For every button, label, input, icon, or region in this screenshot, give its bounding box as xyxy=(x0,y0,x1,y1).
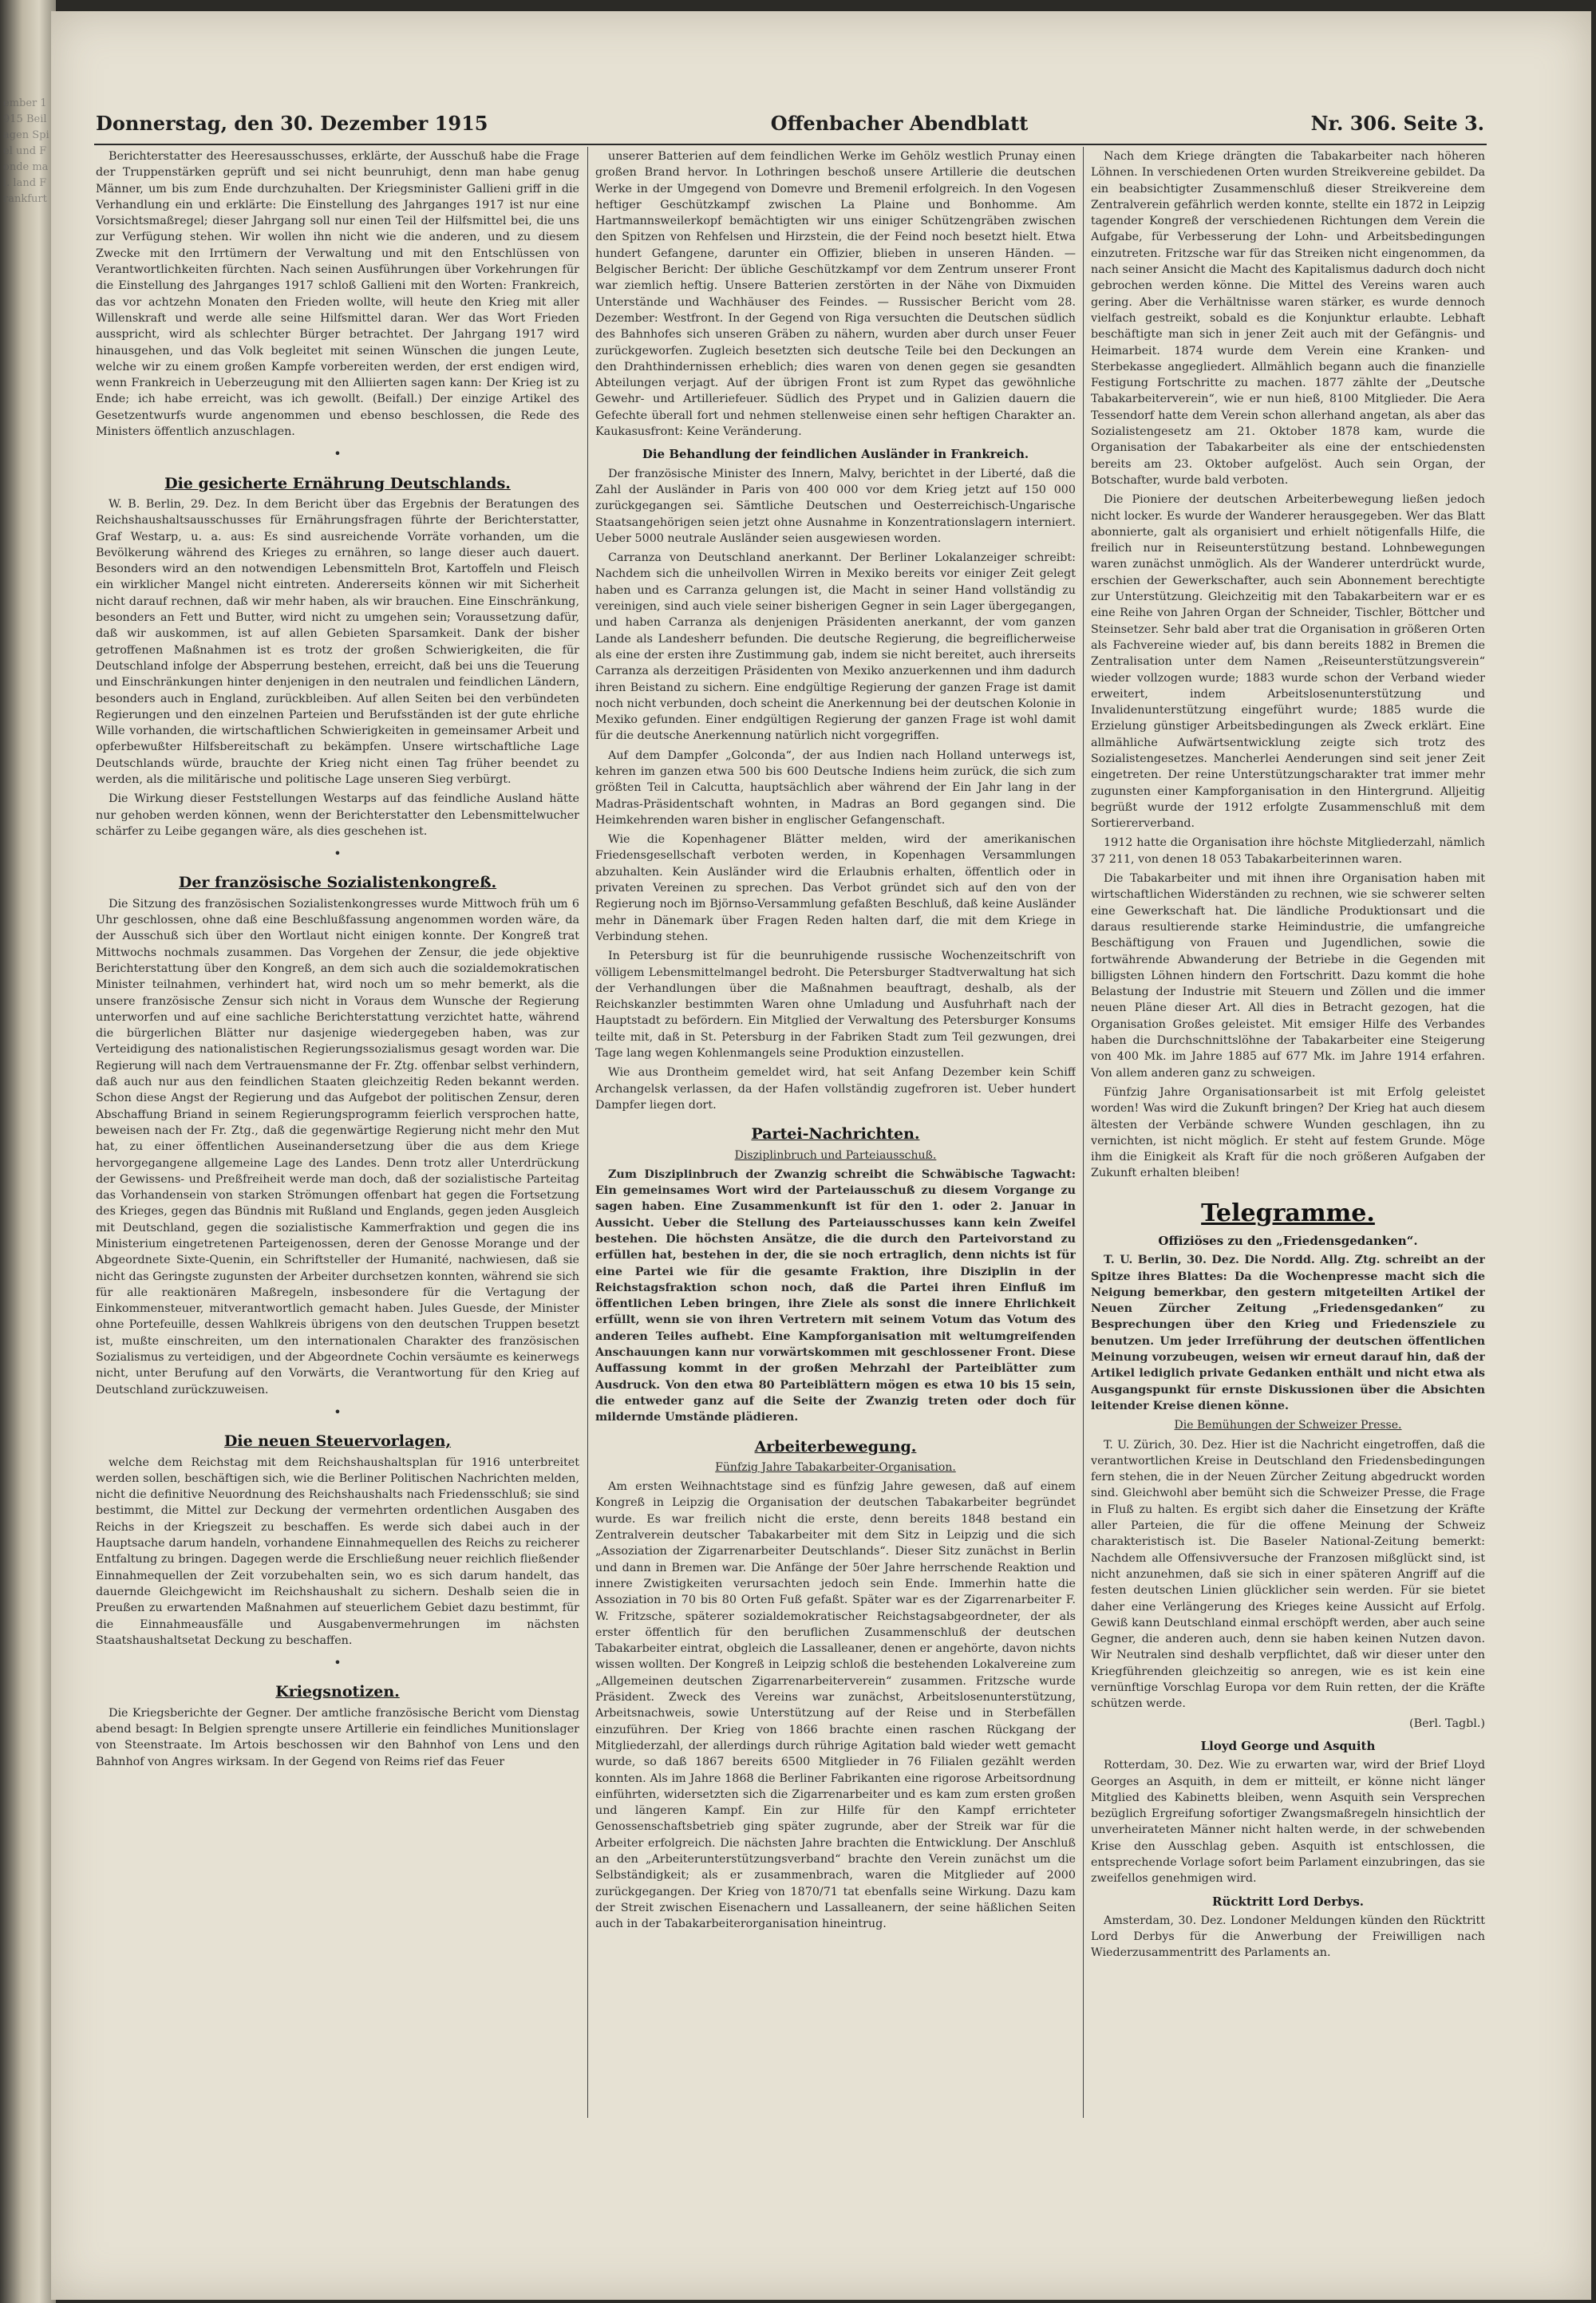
article-paragraph: In Petersburg ist für die beunruhigende russische Wochenzeitschrift von völligem Lebensmittelmangel bedroht. Die Petersburger Stadtverwaltung hat sich der Verhandlungen über die Maßnahmen beauftragt, deshalb, als der Reichskanzler bestimmten Waren ohne Umladung und Ausfuhrhaft nach der Hauptstadt zu befördern. Ein Mitglied der Verwaltung des Petersburger Konsums teilte mit, daß in St. Petersburg in der Fabriken Stadt zum Teil gezwungen, drei Tage lang wegen Kohlenmangels seine Produktion einzustellen. xyxy=(595,950,1076,1061)
article-paragraph: Die Sitzung des französischen Sozialistenkongresses wurde Mittwoch früh um 6 Uhr geschlossen, ohne daß eine Beschlußfassung angenommen worden wäre, da der Ausschuß sich über den Wortlaut nicht einigen konnte. Der Kongreß trat Mittwochs nochmals zusammen. Das Vorgehen der Zensur, die jede objektive Berichterstattung über den Kongreß, an dem sich auch die sozialdemokratischen Minister teilnahmen, verhindert hat, wird noch um so mehr bemerkt, als die unsere französische Zensur sich nicht in Voraus dem Wunsche der Regierung unterworfen und auf eine sachliche Berichterstattung verzichtet hatte, während die bürgerlichen Blätter nur dasjenige wiedergegeben haben, was zur Verteidigung des nationalistischen Regierungssozialismus gesagt worden war. Die Regierung will nach dem Vertrauensmanne der Fr. Ztg. offenbar selbst verhindern, daß auch nur aus den feindlichen Staaten gleichzeitig Reden bekannt werden. Schon diese Angst der Regierung und das Aufgebot der politischen Zensur, deren Abschaffung Briand in seinem Regierungsprogramm feierlich versprochen hatte, beweisen nach der Fr. Ztg., daß die gegenwärtige Regierung nicht mehr den Mut hat, zu einer öffentlichen Auseinandersetzung über die aus dem Kriege hervorgegangene allgemeine Lage des Landes. Denn trotz aller Unterdrückung der Gewissens- und Preßfreiheit werde man doch, daß der sozialistische Parteitag das Vorhandensein von starken Strömungen offenbart hat gegen die Fortsetzung des Krieges, gegen das Bündnis mit Rußland und Englands, gegen jeden Ausgleich mit Deutschland, gegen die sozialistische Kammerfraktion und gegen die ins Ministerium eingetretenen Parteigenossen, deren der Genosse Morange und der Abgeordnete Sixte-Quenin, ein Schriftsteller der Humanité, nachwiesen, daß sie nicht das Geringste zugunsten der Arbeiter durchsetzen konnten, während sie sich für alle reaktionären Maßregeln, insbesondere für die Vertagung der Einkommensteuer, mitverantwortlich gemacht haben. Jules Guesde, der Minister ohne Portefeuille, dessen Wahlkreis übrigens von den deutschen Truppen besetzt ist, mußte einschreiten, um den internationalen Charakter des französischen Sozialismus zu verteidigen, und der Abgeordnete Cochin versäumte es keinerwegs nicht, unter Berufung auf den Vorwärts, die Verantwortung für den Krieg auf Deutschland zurückzuweisen. xyxy=(96,897,579,1396)
header-paper-name: Offenbacher Abendblatt xyxy=(770,112,1029,135)
header-issue: Nr. 306. Seite 3. xyxy=(1310,112,1484,135)
article-paragraph: Wie die Kopenhagener Blätter melden, wird der amerikanischen Friedensgesellschaft verboten werden, in Kopenhagen Versammlungen abzuhalten. Kein Ausländer wird die Erlaubnis erhalten, öffentlich oder in privaten Vereinen zu sprechen. Das Verbot gründet sich auf den von der Regierung noch im Björnso-Versammlung gefaßten Beschluß, daß keine Ausländer mehr in Dänemark über Fragen Reden halten darf, die mit dem Kriege in Verbindung stehen. xyxy=(595,833,1076,943)
article-paragraph: Auf dem Dampfer „Golconda“, der aus Indien nach Holland unterwegs ist, kehren im ganzen etwa 500 bis 600 Deutsche Indiens heim zurück, die sich zum größten Teil in Calcutta, hauptsächlich aber während der Ein Jahr lang in der Madras-Präsidentschaft wohnten, in Madras an Bord gegangen sind. Die Heimkehrenden waren bisher in englischer Gefangenschaft. xyxy=(595,749,1076,827)
article-title-auslaender: Die Behandlung der feindlichen Ausländer in Frankreich. xyxy=(642,447,1029,462)
separator-bullet: • xyxy=(334,846,342,862)
separator-bullet: • xyxy=(334,1404,342,1420)
column-1 xyxy=(96,148,579,2111)
article-paragraph: Carranza von Deutschland anerkannt. Der Berliner Lokalanzeiger schreibt: Nachdem sich die unheilvollen Wirren in Mexiko bereits vor einiger Zeit gelegt haben und es Carranza gelungen ist, die Macht in seiner Hand vollständig zu vereinigen, sind auch viele seiner bisherigen Gegner in sein Lager übergegangen, und haben Carranza als denjenigen Präsidenten anerkannt, der vom ganzen Lande als Landesherr befunden. Die deutsche Regierung, die begreiflicherweise als eine der ersten ihre Zustimmung gab, indem sie nicht bereitet, auch ihrerseits Carranza als derzeitigen Präsidenten von Mexiko anzuerkennen und ihm dadurch ihren Beistand zu sichern. Eine endgültige Regierung der ganzen Frage ist damit noch nicht verbunden, doch scheint die Anerkennung bei der deutschen Kolonie in Mexiko gefunden. Einer endgültigen Regierung der ganzen Frage ist wohl damit für die deutsche Anerkennung natürlich nicht vorgegriffen. xyxy=(595,551,1076,743)
article-paragraph: Die Kriegsberichte der Gegner. Der amtliche französische Bericht vom Dienstag abend besagt: In Belgien sprengte unsere Artillerie ein feindliches Munitionslager von Steenstraate. Im Artois beschossen wir den Bahnhof von Lens und den Bahnhof von Angres wirksam. In der Gegend von Reims rief das Feuer xyxy=(96,1706,579,1768)
column-2 xyxy=(595,148,1076,2111)
article-title-sozialistenkongress: Der französische Sozialistenkongreß. xyxy=(178,874,497,892)
article-paragraph: Rotterdam, 30. Dez. Wie zu erwarten war, wird der Brief Lloyd Georges an Asquith, in dem er mitteilt, er könne nicht länger Mitglied des Kabinetts bleiben, wenn Asquith sein Versprechen bezüglich Ergreifung sofortiger Zwangsmaßregeln hinsichtlich der unverheirateten Männer nicht halten werde, in der schwebenden Krise den Ausschlag geben. Asquith ist entschlossen, die entsprechende Vorlage sofort beim Parlament einzubringen, das sie zweifellos genehmigen wird. xyxy=(1091,1759,1485,1886)
article-title-kriegsnotizen: Kriegsnotizen. xyxy=(275,1683,400,1701)
article-paragraph: welche dem Reichstag mit dem Reichshaushaltsplan für 1916 unterbreitet werden sollen, beschäftigen sich, wie die Berliner Politischen Nachrichten melden, nicht die definitive Neuordnung des Reichshaushalts nach Friedensschluß; sie sind bestimmt, die Mittel zur Deckung der vermehrten ordentlichen Ausgaben des Reichs in der Kriegszeit zu beschaffen. Es werde sich dabei auch in der Hauptsache darum handeln, vorhandene Einnahmequellen des Reichs zu reicherer Entfaltung zu bringen. Dagegen werde die Erschließung neuer reichlich fließender Einnahmequellen der Zeit vorzubehalten sein, wo es sich darum handelt, das dauernde Gleichgewicht im Reichshaushalt zu sichern. Deshalb seien die in Preußen zu erwartenden Maßnahmen auf steuerlichem Gebiet dazu bestimmt, für die Einnahmeausfälle und Ausgabenvermehrungen im nächsten Staatshaushaltsetat Deckung zu beschaffen. xyxy=(96,1456,579,1647)
separator-bullet: • xyxy=(334,446,342,462)
article-credit: (Berl. Tagbl.) xyxy=(1409,1716,1485,1730)
article-title-ernaehrung: Die gesicherte Ernährung Deutschlands. xyxy=(164,474,511,492)
article-subtitle-disziplinbruch: Disziplinbruch und Parteiausschuß. xyxy=(734,1148,937,1162)
separator-bullet: • xyxy=(334,1655,342,1671)
article-paragraph: 1912 hatte die Organisation ihre höchste Mitgliederzahl, nämlich 37 211, von denen 18 053 Tabakarbeiterinnen waren. xyxy=(1091,836,1485,866)
article-title-schweizer-presse: Die Bemühungen der Schweizer Presse. xyxy=(1174,1419,1402,1432)
article-paragraph: Zum Disziplinbruch der Zwanzig schreibt die Schwäbische Tagwacht: Ein gemeinsames Wort wird der Parteiausschuß zu diesem Vorgange zu sagen haben. Eine Zusammenkunft ist für den 1. oder 2. Januar in Aussicht. Ueber die Stellung des Parteiausschusses kann kein Zweifel bestehen. Die höchsten Ansätze, die die durch den Parteivorstand zu erfüllen hat, bestehen in der, die sie noch ertraglich, denn nichts ist für eine Partei wie für die gesamte Fraktion, ihre Disziplin in der Reichstagsfraktion schon noch, daß die Partei ihren Einfluß im öffentlichen Leben bringen, ihre Ziele als sonst die innere Ehrlichkeit erfüllt, wenn sie von ihren Vertretern mit seinem Votum das Votum des anderen Teiles aufhebt. Eine Kampforganisation mit weltumgreifenden Anschauungen kann nur vorwärtskommen mit geschlossener Front. Diese Auffassung kommt in der großen Mehrzahl der Parteiblätter zum Ausdruck. Von den etwa 80 Parteiblättern mögen es etwa 10 bis 15 sein, die entweder ganz auf die Seite der Zwanzig treten oder doch für mildernde Umstände plädieren. xyxy=(595,1167,1076,1424)
article-title-steuervorlagen: Die neuen Steuervorlagen, xyxy=(223,1432,452,1451)
article-paragraph: T. U. Zürich, 30. Dez. Hier ist die Nachricht eingetroffen, daß die verantwortlichen Kreise in Deutschland den Friedensbedingungen fern stehen, die in der Neuen Zürcher Zeitung abgedruckt worden sind. Gleichwohl aber bemüht sich die Schweizer Presse, die Frage in Fluß zu halten. Es ergibt sich daher die Einsetzung der Kräfte aller Parteien, die für die offene Meinung der Schweiz charakteristisch ist. Die Baseler National-Zeitung bemerkt: Nachdem alle Offensivversuche der Franzosen mißglückt sind, ist nicht anzunehmen, daß sie sich in einer späteren Angriff auf die festen deutschen Linien glücklicher sein werden. Für sie bietet daher eine Verlängerung des Krieges keine Aussicht auf Erfolg. Gewiß kann Deutschland einmal erschöpft werden, aber auch seine Gegner, die anderen auch, denn sie haben keinen Nutzen davon. Wir Neutralen sind deshalb verpflichtet, daß wir dieser unter den Kriegführenden gleichzeitig so anregen, wie es ist kein eine vernünftige Vorschlag Europa vor dem Ruin retten, der die Kräfte schützen werde. xyxy=(1091,1438,1485,1711)
article-subtitle-tabakarbeiter: Fünfzig Jahre Tabakarbeiter-Organisation. xyxy=(715,1460,956,1474)
header-rule xyxy=(94,144,1487,145)
article-title-lloyd-george: Lloyd George und Asquith xyxy=(1200,1738,1376,1753)
binder-edge xyxy=(0,0,56,2303)
article-paragraph: Die Pioniere der deutschen Arbeiterbewegung ließen jedoch nicht locker. Es wurde der Wanderer herausgegeben. Wer das Blatt abonnierte, galt als organisiert und erhielt nötigenfalls Hilfe, die freilich nur in Reiseunterstützung bestand. Lohnbewegungen waren zunächst unmöglich. Als der Wanderer unterdrückt wurde, erschien der Gewerkschafter, auch sein Abonnement berechtigte zur Unterstützung. Gleichzeitig mit den Tabakarbeitern war er es eine Reihe von Jahren Organ der Schneider, Tischler, Böttcher und Steinsetzer. Sehr bald aber trat die Organisation in größeren Orten als Fachvereine wieder auf, bis dann bereits 1882 in Bremen die Zentralisation unter dem Namen „Reiseunterstützungsverein“ wieder vollzogen wurde; 1883 wurde schon der Verband wieder erweitert, indem Arbeitslosenunterstützung und Invalidenunterstützung eingeführt wurde; 1885 wurde die Erzielung günstiger Arbeitsbedingungen als Zweck erklärt. Eine allmähliche Aufwärtsentwicklung zeigte sich trotz des Sozialistengesetzes. Mancherlei Aenderungen sind seit jener Zeit eingetreten. Der reine Unterstützungscharakter trat immer mehr zugunsten einer Kampforganisation in den Hintergrund. Alljeitig begrüßt wurde der 1912 erfolgte Zusammenschluß mit dem Sortiererverband. xyxy=(1091,493,1485,831)
page-header xyxy=(96,112,1484,144)
adjacent-page-fragment: ember 1915 Beilagen Spiel und Fonde mal. land Frankfurt xyxy=(3,97,49,205)
article-paragraph: Die Tabakarbeiter und mit ihnen ihre Organisation haben mit wirtschaftlichen Widerständen zu rechnen, wie sie schwerer selten eine Gewerkschaft hat. Die ländliche Produktionsart und die daraus resultierende starke Heimindustrie, die umfangreiche Beschäftigung von Frauen und Jugendlichen, sowie die fortwährende Abwanderung der Betriebe in die Gegenden mit billigsten Löhnen hindern den Fortschritt. Dazu kommt die hohe Belastung der Industrie mit Steuern und Zöllen und die immer neuen Pläne dieser Art. All dies in Betracht gezogen, hat die Organisation Großes geleistet. Mit emsiger Hilfe des Verbandes haben die Durchschnittslöhne der Tabakarbeiter eine Steigerung von 400 Mk. im Jahre 1885 auf 677 Mk. im Jahre 1914 erfahren. Von allem anderen ganz zu schweigen. xyxy=(1091,872,1485,1080)
column-3 xyxy=(1091,148,1485,2111)
article-paragraph: T. U. Berlin, 30. Dez. Die Nordd. Allg. Ztg. schreibt an der Spitze ihres Blattes: Da die Wochenpresse macht sich die Neigung bemerkbar, den gestern mitgeteilten Artikel der Neuen Zürcher Zeitung „Friedensgedanken“ zu Besprechungen über den Krieg und Friedensziele zu benutzen. Um jeder Irreführung der deutschen öffentlichen Meinung vorzubeugen, weisen wir erneut darauf hin, daß der Artikel lediglich private Gedanken enthält und nicht etwa als Ausgangspunkt für ernste Diskussionen über die Absichten leitender Kreise dienen könne. xyxy=(1091,1254,1485,1412)
article-paragraph: unserer Batterien auf dem feindlichen Werke im Gehölz westlich Prunay einen großen Brand hervor. In Lothringen beschoß unsere Artillerie die deutschen Werke in der Umgegend von Domevre und Bremenil erfolgreich. In den Vogesen heftiger Geschützkampf zwischen La Plaine und Bonhomme. Am Hartmannsweilerkopf bemächtigten wir uns einiger Schützengräben zwischen den Spitzen von Rehfelsen und Hirzstein, die der Feind noch besetzt hielt. Etwa hundert Gefangene, darunter ein Offizier, blieben in unseren Händen. — Belgischer Bericht: Der übliche Geschützkampf vor dem Zentrum unserer Front war ziemlich heftig. Unsere Batterien zerstörten in der Nähe von Dixmuiden Unterstände und Wachhäuser des Feindes. — Russischer Bericht vom 28. Dezember: Westfront. In der Gegend von Riga versuchten die Deutschen südlich des Bahnhofes sich unseren Gräben zu nähern, wurden aber durch unser Feuer zurückgeworfen. Zugleich besetzten sich deutsche Teile bei den Deckungen an den Drahthindernissen erheblich; dies waren von denen gegen sie gesandten Abteilungen verjagt. Auf der übrigen Front ist zum Rypet das gewöhnliche Gewehr- und Artilleriefeuer. Südlich des Prypet und in Galizien dauern die Gefechte überall fort und nehmen stellenweise einen sehr heftigen Charakter an. Kaukasusfront: Keine Veränderung. xyxy=(595,150,1076,439)
article-paragraph: Am ersten Weihnachtstage sind es fünfzig Jahre gewesen, daß auf einem Kongreß in Leipzig die Organisation der deutschen Tabakarbeiter begründet wurde. Es war freilich nicht die erste, denn bereits 1848 bestand ein Zentralverein deutscher Tabakarbeiter mit dem Sitz in Leipzig und die sich „Assoziation der Zigarrenarbeiter Deutschlands“. Dieser Sitz zunächst in Berlin und dann in Bremen war. Die Anfänge der 50er Jahre herrschende Reaktion und innere Zwistigkeiten verursachten jedoch sein Ende. Immerhin hatte die Assoziation in 70 bis 80 Orten Fuß gefaßt. Später war es der Zigarrenarbeiter F. W. Fritzsche, späterer sozialdemokratischer Reichstagsabgeordneter, der als erster öffentlich für den beruflichen Zusammenschluß der deutschen Tabakarbeiter eintrat, obgleich die Lassalleaner, denen er angehörte, davon nichts wissen wollten. Der Kongreß in Leipzig schloß die bestehenden Lokalvereine zum „Allgemeinen deutschen Zigarrenarbeiterverein“ zusammen. Fritzsche wurde Präsident. Zweck des Vereins war zunächst, Arbeitslosenunterstützung, Arbeitsnachweis, sowie Unterstützung auf der Reise und in Sterbefällen einzuführen. Der Krieg von 1866 brachte einen raschen Rückgang der Mitgliederzahl, der allerdings durch rührige Agitation bald wieder wett gemacht wurde, so daß 1867 bereits 6500 Mitglieder in 76 Filialen gezählt werden konnten. Als im Jahre 1868 die Berliner Fabrikanten eine rigorose Arbeitsordnung einführten, widersetzten sich die Zigarrenarbeiter und es kam zum ersten großen und längeren Kampf. Ein zur Hilfe für den Kampf errichteter Genossenschaftsbetrieb ging später zugrunde, aber der Streik war für die Arbeiter erfolgreich. Die nächsten Jahre brachten die Entwicklung. Der Anschluß an den „Arbeiterunterstützungsverband“ brachte den Verein zunächst um die Selbständigkeit; als er zusammenbrach, waren die Mitglieder auf 2000 zurückgegangen. Der Krieg von 1870/71 tat ebenfalls seine Wirkung. Dazu kam der Streit zwischen Eisenachern und Lassalleanern, der seine häßlichen Seiten auch in der Tabakarbeiterorganisation hineintrug. xyxy=(595,1480,1076,1931)
article-paragraph: Wie aus Drontheim gemeldet wird, hat seit Anfang Dezember kein Schiff Archangelsk verlassen, da der Hafen vollständig zugefroren ist. Ueber hundert Dampfer liegen dort. xyxy=(595,1066,1076,1112)
article-title-lord-derby: Rücktritt Lord Derbys. xyxy=(1212,1894,1364,1909)
article-paragraph: Nach dem Kriege drängten die Tabakarbeiter nach höheren Löhnen. In verschiedenen Orten wurden Streikvereine gebildet. Da ein beabsichtigter Zusammenschluß dieser Streikvereine dem Zentralverein gefährlich werden konnte, stellte ein 1872 in Leipzig tagender Kongreß der verschiedenen Richtungen dem Verein die Aufgabe, für Verbesserung der Lohn- und Arbeitsbedingungen einzutreten. Fritzsche war für das Streiken nicht eingenommen, da nach seiner Ansicht die Macht des Kapitalismus dadurch doch nicht gebrochen werden könne. Die Mittel des Vereins waren auch gering. Aber die Verhältnisse waren stärker, es wurde dennoch vielfach gestreikt, sobald es die Konjunktur erlaubte. Lebhaft beschäftigte man sich in jener Zeit auch mit der Gefängnis- und Heimarbeit. 1874 wurde dem Verein eine Kranken- und Sterbekasse angegliedert. Allmählich begann auch die finanzielle Festigung Fortschritte zu machen. 1877 zählte der „Deutsche Tabakarbeiterverein“, wie er nun hieß, 8100 Mitglieder. Die Aera Tessendorf hatte dem Verein schon allerhand angetan, als aber das Sozialistengesetz am 21. Oktober 1878 kam, wurde die Organisation der Tabakarbeiter als eine der entschiedensten bereits am 23. Oktober aufgelöst. Auch sein Organ, der Botschafter, wurde bald verboten. xyxy=(1091,150,1485,487)
header-date: Donnerstag, den 30. Dezember 1915 xyxy=(96,112,488,135)
column-divider-1 xyxy=(587,147,588,2118)
column-divider-2 xyxy=(1083,147,1084,2118)
article-title-partei-nachrichten: Partei-Nachrichten. xyxy=(751,1125,920,1144)
article-title-arbeiterbewegung: Arbeiterbewegung. xyxy=(754,1437,917,1456)
article-paragraph: Amsterdam, 30. Dez. Londoner Meldungen künden den Rücktritt Lord Derbys für die Anwerbung der Freiwilligen nach Wiederzusammentritt des Parlaments an. xyxy=(1091,1914,1485,1960)
article-paragraph: W. B. Berlin, 29. Dez. In dem Bericht über das Ergebnis der Beratungen des Reichshaushaltsausschusses für Ernährungsfragen führte der Berichterstatter, Graf Westarp, u. a. aus: Es sind ausreichende Vorräte vorhanden, um die Bevölkerung während des Krieges zu ernähren, so lange dieser auch dauert. Besonders wird an den notwendigen Lebensmitteln Brot, Kartoffeln und Fleisch ein wirklicher Mangel nicht eintreten. Andererseits können wir mit Sicherheit nicht darauf rechnen, daß wir mehr haben, als wir brauchen. Eine Einschränkung, besonders an Fett und Butter, wird nicht zu umgehen sein; Voraussetzung dafür, daß wir auskommen, ist auf allen Gebieten Sparsamkeit. Dank der bisher getroffenen Maßnahmen ist es trotz der großen Schwierigkeiten, die für Deutschland infolge der Absperrung bestehen, erreicht, daß bei uns die Teuerung und Einschränkungen hinter denjenigen in den neutralen und feindlichen Ländern, besonders auch in England, zurückbleiben. Auf allen Seiten bei den verbündeten Regierungen und den einzelnen Parteien und Berufsständen ist der gute ehrliche Wille vorhanden, die wirtschaftlichen Schwierigkeiten in gemeinsamer Arbeit und opferbewußter Hilfsbereitschaft zu bekämpfen. Unsere wirtschaftliche Lage Deutschlands würde, brauchte der Krieg nicht einen Tag früher beendet zu werden, als die militärische und politische Lage unseren Sieg verbürgt. xyxy=(96,497,579,786)
section-title-telegramme: Telegramme. xyxy=(1201,1199,1375,1227)
article-title-offizioeses: Offiziöses zu den „Friedensgedanken“. xyxy=(1158,1234,1418,1248)
article-paragraph: Die Wirkung dieser Feststellungen Westarps auf das feindliche Ausland hätte nur gehoben werden können, wenn der Berichterstatter den Lebensmittelwucher schärfer zu Leibe gegangen wäre, als dies geschehen ist. xyxy=(96,792,579,838)
article-paragraph: Der französische Minister des Innern, Malvy, berichtet in der Liberté, daß die Zahl der Ausländer in Paris von 400 000 vor dem Krieg jetzt auf 150 000 zurückgegangen sei. Sämtliche Deutschen und Oesterreichisch-Ungarische Staatsangehörigen seien jetzt ohne Ausnahme in Konzentrationslagern interniert. Ueber 5000 neutrale Ausländer seien ausgewiesen worden. xyxy=(595,467,1076,545)
article-paragraph: Berichterstatter des Heeresausschusses, erklärte, der Ausschuß habe die Frage der Truppenstärken geprüft und sei nicht beunruhigt, denn man habe genug Männer, um bis zum Ende durchzuhalten. Der Kriegsminister Gallieni griff in die Verhandlung ein und erklärte: Die Einstellung des Jahrganges 1917 ist nur eine Vorsichtsmaßregel; dieser Jahrgang soll nur einen Teil der Hilfsmittel bei, die uns zur Verfügung stehen. Wir wollen ihn nicht wie die anderen, und zu diesem Zwecke mit den Irrtümern der Verwaltung und mit den Entschlüssen von Verantwortlichkeiten fürchten. Nach seinen Ausführungen über Vorkehrungen für die Einstellung des Jahrganges 1917 schloß Gallieni mit den Worten: Frankreich, das vor achtzehn Monaten den Frieden wollte, will heute den Krieg mit aller Willenskraft und werde alle seine Hilfsmittel daran. Wer das Wort Frieden ausspricht, wird als schlechter Bürger betrachtet. Der Jahrgang 1917 wird hinausgehen, und das Volk begleitet mit seinen Wünschen die jungen Leute, welche wir zu einem großen Kampfe vorbereiten werden, der erst endigen wird, wenn Frankreich in Ueberzeugung mit den Alliierten sagen kann: Der Krieg ist zu Ende; ich habe erreicht, was ich gewollt. (Beifall.) Der einzige Artikel des Gesetzentwurfs wurde angenommen und ebenso beschlossen, die Rede des Ministers öffentlich anzuschlagen. xyxy=(96,150,579,439)
article-paragraph: Fünfzig Jahre Organisationsarbeit ist mit Erfolg geleistet worden! Was wird die Zukunft bringen? Der Krieg hat auch diesem ältesten der Verbände schwere Wunden geschlagen, ihn zu vernichten, ist nicht möglich. Er steht auf festem Grunde. Möge ihm die Einigkeit als Kraft für die noch größeren Aufgaben der Zukunft erhalten bleiben! xyxy=(1091,1085,1485,1180)
